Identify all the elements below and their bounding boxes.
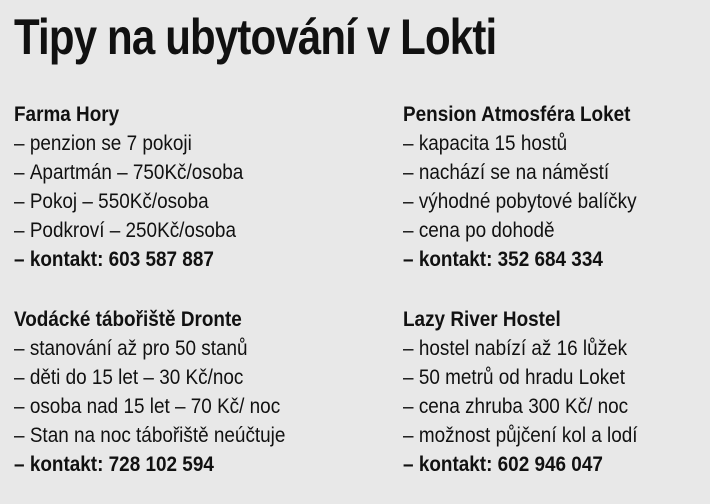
detail-text: Podkroví – 250Kč/osoba	[29, 218, 236, 242]
contact-line	[403, 450, 638, 479]
dash-marker: –	[403, 247, 414, 271]
detail-item	[403, 216, 637, 245]
dash-marker: –	[14, 160, 25, 184]
contact-text: kontakt: 603 587 887	[29, 247, 214, 271]
detail-item	[14, 392, 285, 421]
detail-text: výhodné pobytové balíčky	[418, 189, 637, 213]
detail-text: děti do 15 let – 30 Kč/noc	[29, 365, 244, 389]
dash-marker: –	[403, 160, 414, 184]
detail-text: cena po dohodě	[418, 218, 555, 242]
detail-text: nachází se na náměstí	[418, 160, 610, 184]
detail-item	[14, 421, 285, 450]
contact-text: kontakt: 602 946 047	[418, 452, 603, 476]
dash-marker: –	[403, 452, 414, 476]
dash-marker: –	[14, 394, 25, 418]
dash-marker: –	[14, 452, 25, 476]
detail-item	[14, 363, 285, 392]
dash-marker: –	[14, 423, 25, 447]
detail-item	[403, 129, 637, 158]
accommodation-name: Farma Hory	[14, 102, 120, 126]
detail-text: penzion se 7 pokoji	[29, 131, 192, 155]
detail-item	[14, 129, 243, 158]
contact-line	[14, 450, 285, 479]
accommodation-farma-hory	[14, 100, 275, 274]
dash-marker: –	[403, 189, 414, 213]
detail-text: Stan na noc tábořiště neúčtuje	[29, 423, 286, 447]
detail-text: stanování až pro 50 stanů	[29, 336, 248, 360]
detail-item	[403, 363, 638, 392]
detail-item	[403, 421, 638, 450]
dash-marker: –	[403, 131, 414, 155]
contact-line	[403, 245, 637, 274]
accommodation-name: Lazy River Hostel	[403, 307, 561, 331]
detail-item	[403, 392, 638, 421]
detail-item	[403, 158, 637, 187]
contact-line	[14, 245, 243, 274]
detail-item	[14, 187, 243, 216]
detail-text: 50 metrů od hradu Loket	[418, 365, 625, 389]
dash-marker: –	[14, 365, 25, 389]
dash-marker: –	[403, 218, 414, 242]
contact-text: kontakt: 352 684 334	[418, 247, 603, 271]
contact-text: kontakt: 728 102 594	[29, 452, 214, 476]
dash-marker: –	[14, 218, 25, 242]
accommodation-vodacke-taboriste	[14, 305, 322, 479]
detail-item	[14, 216, 243, 245]
detail-item	[403, 334, 638, 363]
accommodation-pension-atmosfera	[403, 100, 668, 274]
dash-marker: –	[403, 394, 414, 418]
dash-marker: –	[14, 336, 25, 360]
detail-text: možnost půjčení kol a lodí	[418, 423, 638, 447]
accommodation-name: Vodácké tábořiště Dronte	[14, 307, 242, 331]
detail-text: cena zhruba 300 Kč/ noc	[418, 394, 629, 418]
detail-item	[14, 334, 285, 363]
detail-item	[403, 187, 637, 216]
dash-marker: –	[14, 189, 25, 213]
accommodation-name: Pension Atmosféra Loket	[403, 102, 631, 126]
page-title: Tipy na ubytování v Lokti	[14, 9, 497, 65]
dash-marker: –	[403, 365, 414, 389]
dash-marker: –	[403, 423, 414, 447]
detail-text: osoba nad 15 let – 70 Kč/ noc	[29, 394, 281, 418]
detail-text: kapacita 15 hostů	[418, 131, 568, 155]
detail-text: hostel nabízí až 16 lůžek	[418, 336, 628, 360]
dash-marker: –	[403, 336, 414, 360]
accommodation-lazy-river-hostel	[403, 305, 670, 479]
detail-text: Pokoj – 550Kč/osoba	[29, 189, 209, 213]
dash-marker: –	[14, 247, 25, 271]
detail-item	[14, 158, 243, 187]
detail-text: Apartmán – 750Kč/osoba	[29, 160, 244, 184]
dash-marker: –	[14, 131, 25, 155]
